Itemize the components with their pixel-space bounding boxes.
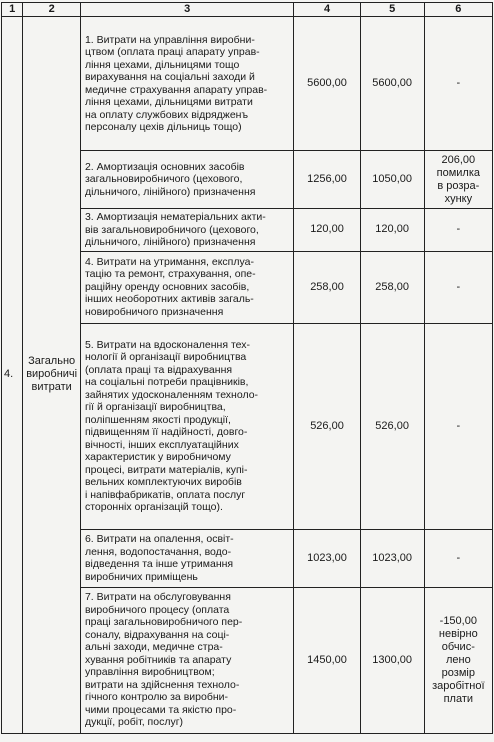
row-note: -	[424, 323, 492, 529]
row-description: 3. Амортизація нематеріальних акти- вів загальновиробничого (цехового, дільничого, лінійного) призначення	[80, 209, 293, 252]
row-value-5: 526,00	[360, 323, 424, 529]
row-value-5: 5600,00	[360, 17, 424, 151]
row-note: 206,00 помилка в розра- хунку	[424, 151, 492, 209]
row-value-5: 1300,00	[360, 587, 424, 733]
header-row	[2, 3, 493, 17]
row-description: 1. Витрати на управління виробни- цтвом (оплата праці апарату управ- ління цехами, дільницями тощо вирахування на соціальні заходи й медичне страхування апарату управ- ління цехами, дільницями витрати на оплату службових відрядженъ персоналу цехів дільниць тощо)	[80, 17, 293, 151]
row-value-5: 258,00	[360, 251, 424, 323]
row-value-4: 1256,00	[294, 151, 360, 209]
row-value-4: 1450,00	[294, 587, 360, 733]
header-col-4: 4	[294, 3, 360, 17]
row-description: 4. Витрати на утримання, експлуа- тацію та ремонт, страхування, опе- раційну оренду основних засобів, інших необоротних активів загаль- новиробничого призначення	[80, 251, 293, 323]
table-row	[2, 17, 493, 151]
group-number: 4.	[2, 17, 23, 734]
row-note: -150,00 невірно обчис- лено розмір заробітної плати	[424, 587, 492, 733]
row-description: 5. Витрати на вдосконалення тех- нології й організації виробництва (оплата праці та відрахування на соціальні потреби працівників, зайнятих удосконаленням техноло- гії й організації виробництва, поліпшенням якості продукції, підвищенням її надійності, довго- вічності, інших експлуатаційних характеристик у виробничому процесі, витрати матеріалів, купі- вельних комплектуючих виробів і напівфабрикатів, оплата послуг сторонніх організацій тощо).	[80, 323, 293, 529]
row-value-4: 258,00	[294, 251, 360, 323]
header-col-5: 5	[360, 3, 424, 17]
group-category-text: Загально виробничі витрати	[26, 355, 78, 394]
row-description: 7. Витрати на обслуговування виробничого процесу (оплата праці загальновиробничого пер- соналу, відрахування на соці- альні заходи, медичне стра- хування робітників та апарату управління виробництвом; витрати на здійснення техноло- гічного контролю за виробни- чими процесами та якістю про- дукції, робіт, послуг)	[80, 587, 293, 733]
row-description: 6. Витрати на опалення, освіт- лення, водопостачання, водо- відведення та інше утримання виробничих приміщень	[80, 529, 293, 587]
row-note: -	[424, 17, 492, 151]
cost-table	[1, 2, 493, 734]
row-note: -	[424, 251, 492, 323]
row-value-5: 1050,00	[360, 151, 424, 209]
row-value-4: 5600,00	[294, 17, 360, 151]
header-col-1: 1	[2, 3, 23, 17]
row-value-5: 120,00	[360, 209, 424, 252]
row-value-4: 526,00	[294, 323, 360, 529]
header-col-2: 2	[23, 3, 81, 17]
row-note: -	[424, 209, 492, 252]
row-value-4: 1023,00	[294, 529, 360, 587]
row-value-5: 1023,00	[360, 529, 424, 587]
row-description: 2. Амортизація основних засобів загальновиробничого (цехового, дільничого, лінійного) призначення	[80, 151, 293, 209]
header-col-6: 6	[424, 3, 492, 17]
row-value-4: 120,00	[294, 209, 360, 252]
header-col-3: 3	[80, 3, 293, 17]
group-category	[23, 17, 81, 734]
row-note: -	[424, 529, 492, 587]
